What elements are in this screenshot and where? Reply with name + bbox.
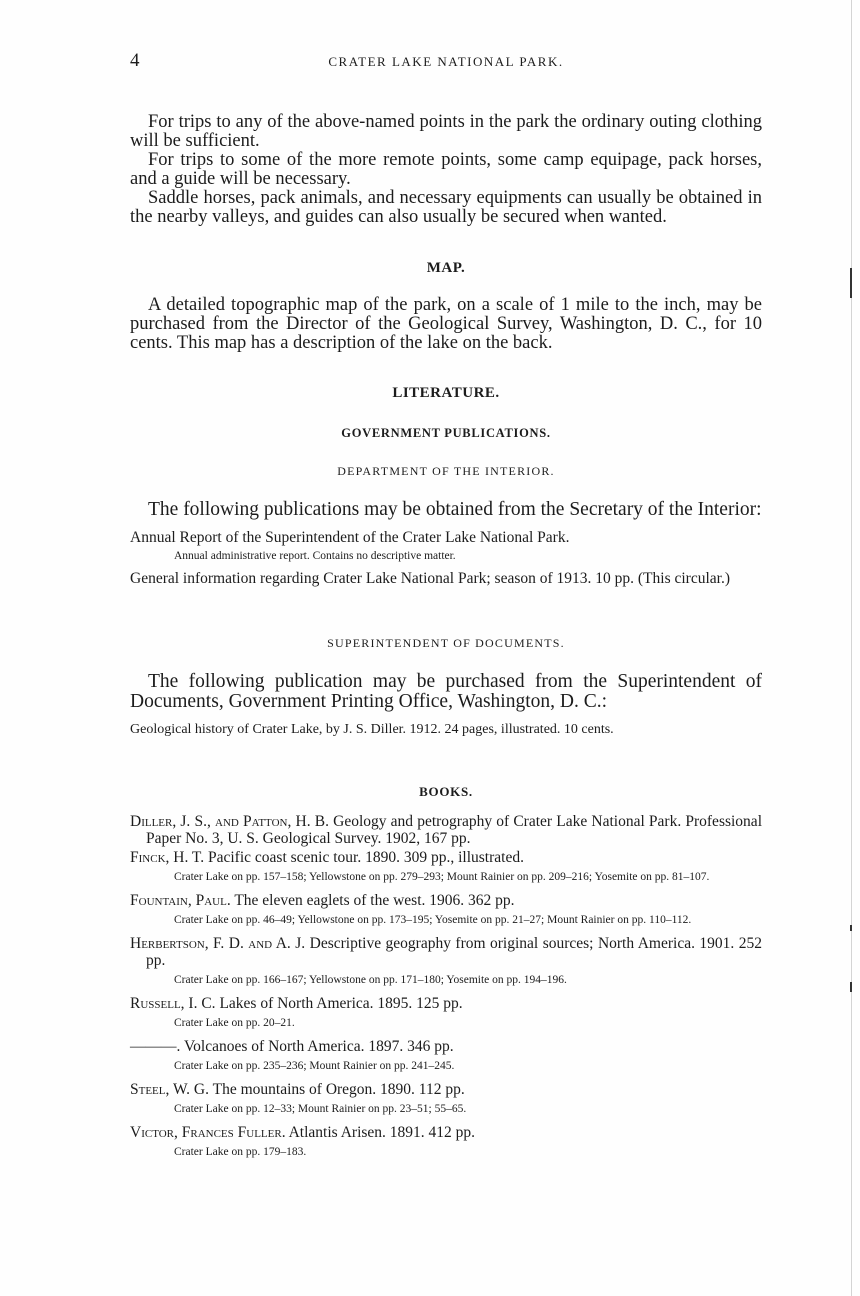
- book-entry: [130, 995, 762, 1030]
- book-text: The eleven eaglets of the west. 1906. 362 pp.: [234, 892, 515, 909]
- book-entry: [130, 1124, 762, 1159]
- book-author: Herbertson, F. D. and A. J.: [130, 935, 306, 952]
- book-entry: [130, 1081, 762, 1116]
- book-entry: [130, 935, 762, 987]
- intro-paragraph: For trips to any of the above-named points in the park the ordinary outing clothing will be sufficient.: [130, 112, 762, 151]
- map-heading: MAP.: [426, 260, 466, 276]
- running-header: [130, 50, 762, 70]
- interior-section: [130, 500, 762, 587]
- gov-publications-heading: GOVERNMENT PUBLICATIONS.: [341, 426, 551, 440]
- books-list: [130, 813, 762, 1159]
- publication-entry: Annual Report of the Superintendent of the Crater Lake National Park.: [130, 529, 570, 546]
- publication-entry: General information regarding Crater Lake National Park; season of 1913. 10 pp. (This circular.): [130, 570, 730, 587]
- edge-mark: [850, 925, 852, 931]
- supdocs-heading: SUPERINTENDENT OF DOCUMENTS.: [327, 636, 565, 650]
- map-paragraph: A detailed topographic map of the park, on a scale of 1 mile to the inch, may be purchased from the Director of the Geological Survey, Washington, D. C., for 10 cents. This map has a description of the lake on the back.: [130, 295, 762, 353]
- book-text: The mountains of Oregon. 1890. 112 pp.: [212, 1081, 465, 1098]
- book-author: Victor, Frances Fuller.: [130, 1124, 286, 1141]
- book-note: Crater Lake on pp. 20–21.: [174, 1017, 295, 1029]
- books-heading: BOOKS.: [419, 784, 473, 799]
- edge-mark: [850, 982, 852, 992]
- book-entry: [130, 849, 762, 884]
- supdocs-intro: The following publication may be purchased from the Superintendent of Documents, Government Printing Office, Washington, D. C.:: [130, 671, 762, 712]
- book-entry: [130, 813, 762, 847]
- book-text: Atlantis Arisen. 1891. 412 pp.: [288, 1124, 476, 1141]
- book-text: Pacific coast scenic tour. 1890. 309 pp., illustrated.: [208, 849, 524, 866]
- book-text: Lakes of North America. 1895. 125 pp.: [219, 995, 463, 1012]
- interior-intro: The following publications may be obtained from the Secretary of the Interior:: [148, 499, 762, 520]
- book-note: Crater Lake on pp. 46–49; Yellowstone on pp. 173–195; Yosemite on pp. 21–27; Mount Rainier on pp. 110–112.: [174, 914, 692, 926]
- interior-heading: DEPARTMENT OF THE INTERIOR.: [337, 464, 555, 478]
- page-number: 4: [130, 50, 140, 71]
- running-title: CRATER LAKE NATIONAL PARK.: [328, 54, 564, 69]
- book-text: Volcanoes of North America. 1897. 346 pp.: [183, 1038, 454, 1055]
- book-author: Fountain, Paul.: [130, 892, 231, 909]
- edge-mark: [850, 268, 852, 298]
- book-note: Crater Lake on pp. 12–33; Mount Rainier on pp. 23–51; 55–65.: [174, 1103, 467, 1115]
- book-author: Finck, H. T.: [130, 849, 205, 866]
- book-author: Russell, I. C.: [130, 995, 216, 1012]
- book-note: Crater Lake on pp. 235–236; Mount Rainier on pp. 241–245.: [174, 1060, 455, 1072]
- book-note: Crater Lake on pp. 179–183.: [174, 1146, 307, 1158]
- intro-paragraph: For trips to some of the more remote points, some camp equipage, pack horses, and a guide will be necessary.: [130, 150, 762, 189]
- publication-entry: Geological history of Crater Lake, by J. S. Diller. 1912. 24 pages, illustrated. 10 cents.: [130, 722, 614, 737]
- intro-section: [130, 113, 762, 227]
- intro-paragraph: Saddle horses, pack animals, and necessary equipments can usually be obtained in the nearby valleys, and guides can also usually be secured when wanted.: [130, 188, 762, 227]
- book-entry: [130, 1038, 762, 1073]
- book-author: Steel, W. G.: [130, 1081, 209, 1098]
- map-section: [130, 296, 762, 353]
- book-entry: [130, 892, 762, 927]
- book-note: Crater Lake on pp. 157–158; Yellowstone on pp. 279–293; Mount Rainier on pp. 209–216; Yosemite on pp. 81–107.: [174, 871, 710, 883]
- literature-heading: LITERATURE.: [392, 385, 500, 401]
- book-text: Descriptive geography from original sources; North America. 1901. 252 pp.: [146, 935, 762, 969]
- publication-note: Annual administrative report. Contains no descriptive matter.: [174, 550, 456, 562]
- supdocs-section: [130, 672, 762, 738]
- page-edge-line: [851, 0, 852, 1296]
- book-author: ———.: [130, 1038, 181, 1055]
- book-author: Diller, J. S., and Patton, H. B.: [130, 813, 329, 830]
- book-text: Geology and petrography of Crater Lake National Park. Professional Paper No. 3, U. S. Geological Survey. 1902, 167 pp.: [146, 813, 762, 847]
- book-note: Crater Lake on pp. 166–167; Yellowstone on pp. 171–180; Yosemite on pp. 194–196.: [174, 974, 567, 986]
